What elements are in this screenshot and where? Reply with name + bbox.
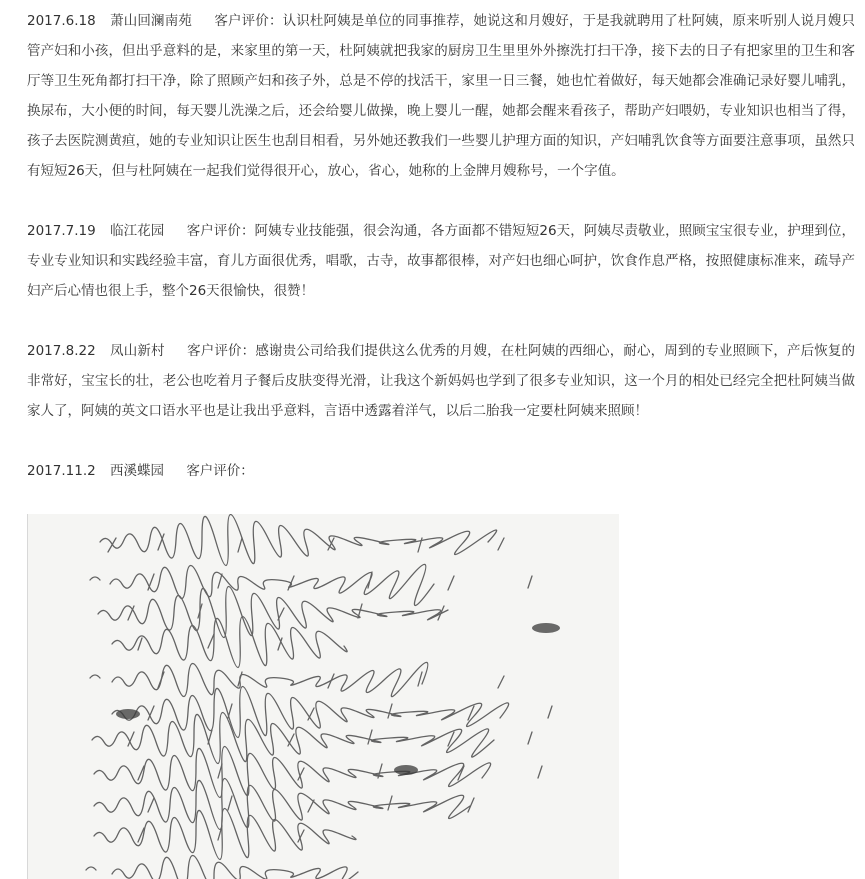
handwritten-letter-icon [28, 514, 619, 879]
review-place: 西溪蝶园 [110, 463, 165, 479]
review-date: 2017.11.2 [27, 463, 96, 479]
review-date: 2017.8.22 [27, 343, 96, 359]
review-date: 2017.6.18 [27, 13, 96, 29]
review-2 [27, 216, 855, 306]
review-1 [27, 6, 855, 186]
review-place: 凤山新村 [110, 343, 165, 359]
handwritten-letter-image [27, 514, 619, 879]
review-label: 客户评价： [214, 13, 283, 29]
review-label: 客户评价： [186, 223, 255, 239]
review-text: 认识杜阿姨是单位的同事推荐，她说这和月嫂好，于是我就聘用了杜阿姨，原来听别人说月嫂只管产妇和小孩，但出乎意料的是，来家里的第一天，杜阿姨就把我家的厨房卫生里里外外擦洗打扫干净，接下去的日子有把家里的卫生和客厅等卫生死角都打扫干净，除了照顾产妇和孩子外，总是不停的找活干，家里一日三餐，她也忙着做好，每天她都会准确记录好婴儿哺乳，换尿布，大小便的时间，每天婴儿洗澡之后，还会给婴儿做操，晚上婴儿一醒，她都会醒来看孩子，帮助产妇喂奶，专业知识也相当了得，孩子去医院测黄疸，她的专业知识让医生也刮目相看，另外她还教我们一些婴儿护理方面的知识，产妇哺乳饮食等方面要注意事项，虽然只有短短26天，但与杜阿姨在一起我们觉得很开心，放心，省心，她称的上金牌月嫂称号，一个字值。 [27, 13, 856, 179]
review-place: 萧山回澜南苑 [110, 13, 192, 29]
review-label: 客户评价： [187, 343, 256, 359]
review-place: 临江花园 [110, 223, 165, 239]
review-date: 2017.7.19 [27, 223, 96, 239]
review-text: 感谢贵公司给我们提供这么优秀的月嫂，在杜阿姨的西细心，耐心，周到的专业照顾下，产后恢复的非常好，宝宝长的壮，老公也吃着月子餐后皮肤变得光滑，让我这个新妈妈也学到了很多专业知识，这一个月的相处已经完全把杜阿姨当做家人了，阿姨的英文口语水平也是让我出乎意料，言语中透露着洋气，以后二胎我一定要杜阿姨来照顾！ [27, 343, 856, 419]
review-label: 客户评价： [186, 463, 254, 479]
review-3 [27, 336, 855, 426]
review-4 [27, 456, 855, 486]
review-text: 阿姨专业技能强，很会沟通，各方面都不错短短26天，阿姨尽责敬业，照顾宝宝很专业，护理到位，专业专业知识和实践经验丰富，育儿方面很优秀，唱歌，古寺，故事都很棒，对产妇也细心呵护，饮食作息严格，按照健康标准来，疏导产妇产后心情也很上手，整个26天很愉快，很赞！ [27, 223, 855, 299]
